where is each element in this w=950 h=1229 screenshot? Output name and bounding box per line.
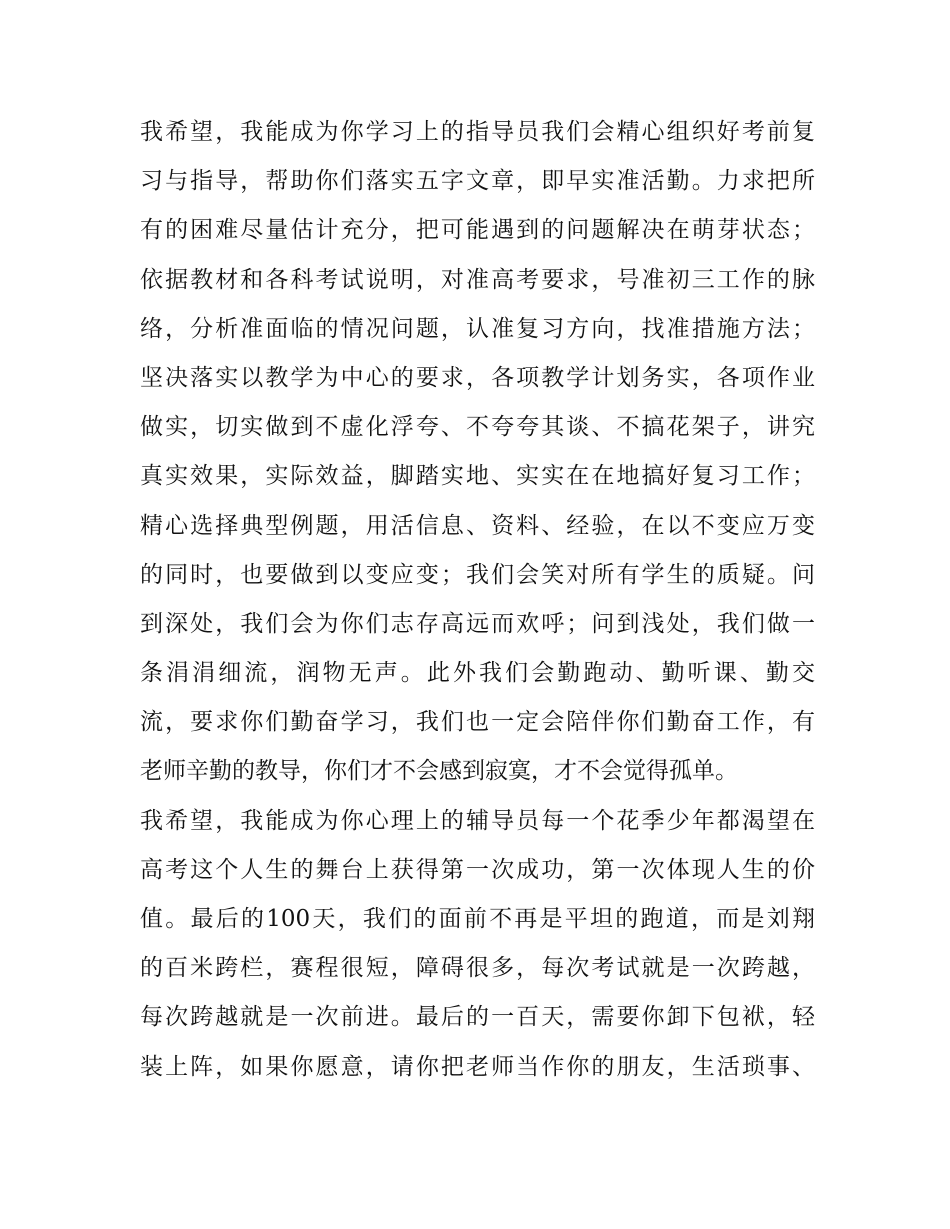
text-line: 值。最后的100天，我们的面前不再是平坦的跑道，而是刘翔 — [140, 906, 815, 932]
text-line: 我希望，我能成为你学习上的指导员我们会精心组织好考前复 — [140, 119, 815, 145]
text-line: 到深处，我们会为你们志存高远而欢呼；问到浅处，我们做一 — [140, 610, 815, 637]
text-line: 精心选择典型例题，用活信息、资料、经验，在以不变应万变 — [140, 512, 815, 539]
text-line: 的同时，也要做到以变应变；我们会笑对所有学生的质疑。问 — [140, 561, 815, 588]
text-line: 坚决落实以教学为中心的要求，各项教学计划务实，各项作业 — [140, 364, 815, 391]
text-line: 习与指导，帮助你们落实五字文章，即早实准活勤。力求把所 — [140, 168, 815, 195]
text-line: 老师辛勤的教导，你们才不会感到寂寞，才不会觉得孤单。 — [140, 758, 738, 785]
text-line: 我希望，我能成为你心理上的辅导员每一个花季少年都渴望在 — [140, 807, 815, 834]
text-line: 流，要求你们勤奋学习，我们也一定会陪伴你们勤奋工作，有 — [140, 709, 815, 736]
text-line: 条涓涓细流，润物无声。此外我们会勤跑动、勤听课、勤交 — [140, 660, 815, 687]
text-line: 真实效果，实际效益，脚踏实地、实实在在地搞好复习工作； — [140, 463, 815, 490]
text-line: 有的困难尽量估计充分，把可能遇到的问题解决在萌芽状态； — [140, 217, 815, 244]
text-line: 做实，切实做到不虚化浮夸、不夸夸其谈、不搞花架子，讲究 — [140, 414, 815, 441]
text-line: 络，分析准面临的情况问题，认准复习方向，找准措施方法； — [140, 315, 815, 342]
body-text — [140, 108, 815, 1092]
text-line: 每次跨越就是一次前进。最后的一百天，需要你卸下包袱，轻 — [140, 1004, 815, 1031]
text-line: 装上阵，如果你愿意，请你把老师当作你的朋友，生活琐事、 — [140, 1053, 815, 1080]
text-line: 的百米跨栏，赛程很短，障碍很多，每次考试就是一次跨越， — [140, 955, 815, 982]
text-line: 高考这个人生的舞台上获得第一次成功，第一次体现人生的价 — [140, 856, 815, 883]
text-line: 依据教材和各科考试说明，对准高考要求，号准初三工作的脉 — [140, 266, 815, 293]
